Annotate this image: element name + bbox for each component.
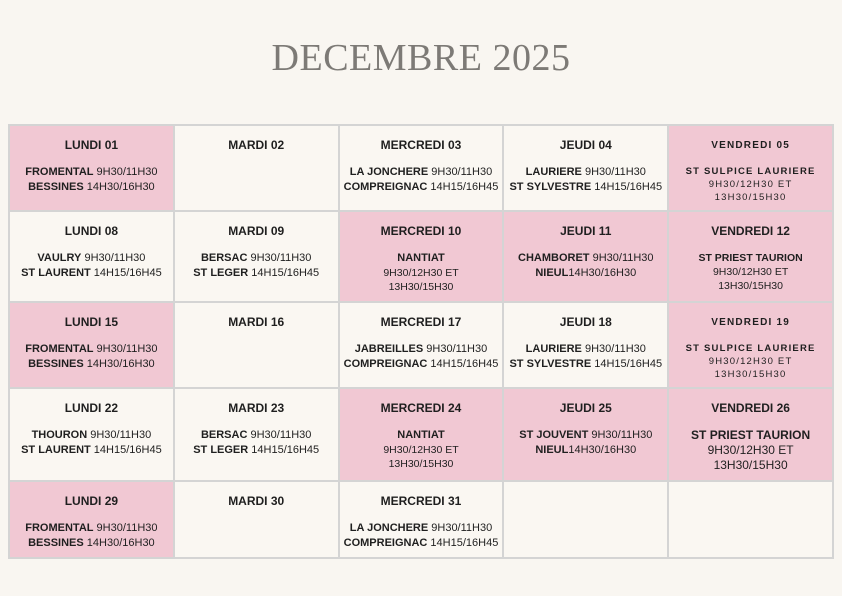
time-range: 9H30/11H30	[93, 166, 158, 178]
week-row	[9, 481, 833, 558]
day-label: JEUDI 18	[559, 315, 612, 330]
schedule-line	[504, 180, 667, 195]
schedule-line	[669, 251, 832, 265]
empty-cell	[503, 481, 668, 558]
location-name: FROMENTAL	[25, 343, 94, 356]
day-cell	[503, 388, 668, 481]
location-name: ST SULPICE LAURIERE	[685, 343, 816, 355]
schedule-line	[175, 428, 338, 443]
time-range: 14H30/16H30	[83, 358, 155, 371]
time-range: 9H30/11H30	[423, 343, 488, 356]
day-cell	[339, 388, 504, 481]
schedule-line	[10, 342, 173, 357]
location-name: BESSINES	[28, 181, 84, 193]
time-range: 14H30/16H30	[568, 444, 637, 457]
time-range: 13H30/15H30	[714, 369, 787, 381]
location-name: ST SULPICE LAURIERE	[685, 166, 816, 177]
location-name: NANTIAT	[397, 429, 445, 442]
time-range: 9H30/11H30	[93, 522, 158, 535]
day-cell	[339, 481, 504, 558]
day-label: MERCREDI 24	[380, 401, 462, 416]
time-range: 14H15/16H45	[591, 181, 663, 193]
time-range: 14H30/16H30	[83, 537, 155, 550]
time-range: 9H30/11H30	[588, 429, 653, 442]
time-range: 9H30/12H30 ET	[708, 179, 793, 190]
schedule-line	[340, 180, 503, 195]
location-name: ST SYLVESTRE	[509, 181, 592, 193]
schedule-line	[669, 265, 832, 279]
week-row	[9, 125, 833, 211]
time-range: 9H30/12H30 ET	[712, 266, 789, 279]
location-name: ST PRIEST TAURION	[698, 252, 803, 265]
schedule-line	[669, 458, 832, 473]
location-name: NANTIAT	[397, 252, 445, 265]
time-range: 9H30/11H30	[87, 429, 152, 442]
time-range: 9H30/12H30 ET	[708, 356, 793, 368]
schedule-line	[10, 443, 173, 458]
schedule-line	[340, 342, 503, 357]
schedule-line	[340, 357, 503, 372]
day-cell	[174, 211, 339, 302]
schedule-line	[10, 165, 173, 180]
location-name: NIEUL	[535, 444, 569, 457]
day-cell	[9, 211, 174, 302]
schedule-line	[340, 165, 503, 180]
schedule-line	[504, 165, 667, 180]
day-label: MARDI 23	[228, 401, 285, 416]
time-range: 14H15/16H45	[248, 444, 320, 457]
schedule-line	[669, 279, 832, 293]
time-range: 9H30/11H30	[589, 252, 654, 265]
location-name: COMPREIGNAC	[343, 181, 428, 193]
day-label: MARDI 30	[228, 494, 285, 509]
location-name: LA JONCHERE	[349, 166, 429, 178]
time-range: 14H15/16H45	[591, 358, 663, 371]
location-name: ST LAURENT	[21, 444, 91, 457]
day-cell	[668, 211, 833, 302]
location-name: ST SYLVESTRE	[509, 358, 592, 371]
time-range: 9H30/12H30 ET	[707, 443, 794, 458]
time-range: 14H15/16H45	[90, 267, 162, 280]
schedule-line	[504, 428, 667, 443]
schedule-line	[669, 165, 832, 178]
location-name: COMPREIGNAC	[343, 537, 428, 550]
time-range: 9H30/11H30	[428, 522, 493, 535]
schedule-line	[10, 428, 173, 443]
day-cell	[174, 388, 339, 481]
day-label: LUNDI 22	[64, 401, 119, 416]
page-title: DECEMBRE 2025	[271, 37, 571, 79]
location-name: BESSINES	[28, 537, 84, 550]
time-range: 14H30/16H30	[568, 267, 637, 280]
time-range: 9H30/11H30	[581, 166, 646, 178]
schedule-line	[340, 266, 503, 280]
day-cell	[9, 388, 174, 481]
schedule-line	[175, 251, 338, 266]
day-cell	[9, 481, 174, 558]
day-label: LUNDI 08	[64, 224, 119, 239]
schedule-line	[669, 368, 832, 381]
day-cell	[668, 125, 833, 211]
day-cell	[174, 302, 339, 388]
time-range: 14H15/16H45	[248, 267, 320, 280]
day-label: MERCREDI 31	[380, 494, 462, 509]
schedule-line	[340, 428, 503, 443]
time-range: 14H15/16H45	[90, 444, 162, 457]
schedule-line	[340, 457, 503, 471]
schedule-line	[504, 342, 667, 357]
location-name: FROMENTAL	[25, 166, 94, 178]
day-label: MARDI 16	[228, 315, 285, 330]
schedule-line	[10, 536, 173, 551]
time-range: 13H30/15H30	[713, 458, 788, 473]
day-label: MERCREDI 17	[380, 315, 462, 330]
day-label: JEUDI 25	[559, 401, 612, 416]
empty-cell	[668, 481, 833, 558]
day-cell	[9, 125, 174, 211]
day-label: LUNDI 01	[64, 138, 119, 152]
location-name: FROMENTAL	[25, 522, 94, 535]
schedule-line	[175, 443, 338, 458]
time-range: 9H30/12H30 ET	[383, 444, 459, 457]
location-name: ST PRIEST TAURION	[691, 428, 811, 443]
time-range: 13H30/15H30	[388, 281, 454, 294]
schedule-line	[10, 180, 173, 195]
schedule-line	[669, 178, 832, 191]
schedule-line	[10, 357, 173, 372]
day-label: JEUDI 11	[560, 224, 612, 239]
day-cell	[503, 125, 668, 211]
schedule-line	[340, 251, 503, 266]
schedule-line	[175, 266, 338, 281]
day-label: VENDREDI 26	[711, 401, 790, 416]
location-name: ST LEGER	[193, 267, 249, 280]
day-label: MERCREDI 10	[380, 224, 462, 239]
location-name: LAURIERE	[525, 343, 582, 356]
week-row	[9, 388, 833, 481]
schedule-line	[10, 251, 173, 266]
location-name: LAURIERE	[525, 166, 582, 178]
location-name: ST JOUVENT	[519, 429, 589, 442]
time-range: 9H30/11H30	[428, 166, 493, 178]
time-range: 9H30/11H30	[81, 252, 146, 265]
day-cell	[503, 302, 668, 388]
schedule-line	[504, 443, 667, 458]
schedule-line	[669, 191, 832, 204]
schedule-line	[504, 251, 667, 266]
time-range: 14H15/16H45	[427, 537, 499, 550]
location-name: BESSINES	[28, 358, 84, 371]
location-name: VAULRY	[37, 252, 82, 265]
schedule-line	[669, 355, 832, 368]
location-name: CHAMBORET	[518, 252, 590, 265]
location-name: ST LEGER	[193, 444, 249, 457]
week-row	[9, 302, 833, 388]
schedule-line	[340, 443, 503, 457]
location-name: NIEUL	[535, 267, 569, 280]
day-cell	[339, 302, 504, 388]
schedule-line	[669, 428, 832, 443]
location-name: LA JONCHERE	[349, 522, 429, 535]
schedule-line	[504, 357, 667, 372]
time-range: 13H30/15H30	[714, 192, 787, 203]
day-cell	[668, 388, 833, 481]
location-name: JABREILLES	[354, 343, 424, 356]
time-range: 9H30/12H30 ET	[383, 267, 459, 280]
day-label: LUNDI 29	[64, 494, 119, 509]
location-name: THOURON	[31, 429, 88, 442]
day-cell	[668, 302, 833, 388]
day-label: VENDREDI 05	[711, 140, 790, 151]
schedule-line	[340, 521, 503, 536]
schedule-line	[340, 536, 503, 551]
time-range: 9H30/11H30	[247, 429, 312, 442]
location-name: BERSAC	[200, 252, 248, 265]
day-cell	[9, 302, 174, 388]
time-range: 14H15/16H45	[427, 181, 499, 193]
day-label: VENDREDI 12	[711, 224, 790, 239]
day-label: MERCREDI 03	[380, 138, 462, 152]
time-range: 13H30/15H30	[388, 458, 454, 471]
location-name: ST LAURENT	[21, 267, 91, 280]
location-name: BERSAC	[200, 429, 248, 442]
schedule-line	[504, 266, 667, 281]
day-label: LUNDI 15	[64, 315, 119, 330]
calendar-table	[8, 124, 834, 559]
schedule-line	[10, 266, 173, 281]
day-label: MARDI 02	[228, 138, 285, 152]
schedule-line	[340, 280, 503, 294]
day-label: VENDREDI 19	[711, 317, 790, 329]
location-name: COMPREIGNAC	[343, 358, 428, 371]
day-cell	[339, 125, 504, 211]
time-range: 14H30/16H30	[83, 181, 155, 193]
time-range: 9H30/11H30	[93, 343, 158, 356]
day-cell	[503, 211, 668, 302]
day-cell	[339, 211, 504, 302]
day-label: MARDI 09	[228, 224, 285, 239]
time-range: 9H30/11H30	[581, 343, 646, 356]
time-range: 13H30/15H30	[718, 280, 783, 293]
schedule-line	[10, 521, 173, 536]
day-cell	[174, 481, 339, 558]
schedule-line	[669, 342, 832, 355]
day-cell	[174, 125, 339, 211]
week-row	[9, 211, 833, 302]
day-label: JEUDI 04	[559, 138, 612, 152]
time-range: 9H30/11H30	[247, 252, 312, 265]
time-range: 14H15/16H45	[427, 358, 499, 371]
schedule-line	[669, 443, 832, 458]
